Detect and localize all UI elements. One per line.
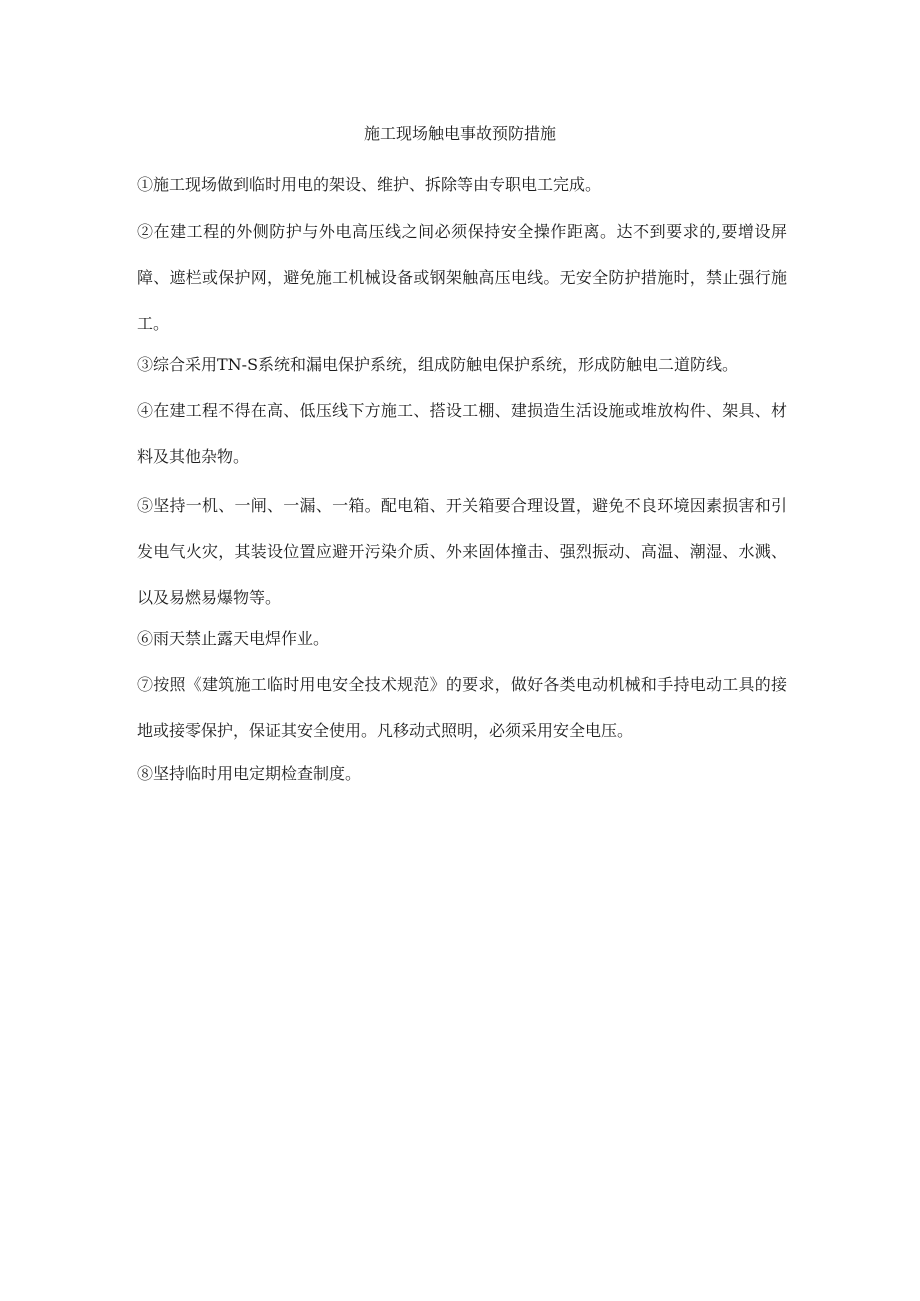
paragraph-2: ②在建工程的外侧防护与外电高压线之间必须保持安全操作距离。达不到要求的,要增设屏障、遮栏或保护网，避免施工机械设备或钢架触高压电线。无安全防护措施时，禁止强行施工。 [137, 222, 787, 333]
paragraph-4: ④在建工程不得在高、低压线下方施工、搭设工棚、建损造生活设施或堆放构件、架具、材料及其他杂物。 [137, 401, 787, 466]
paragraph-3: ③综合采用TN-S系统和漏电保护系统，组成防触电保护系统，形成防触电二道防线。 [137, 355, 739, 374]
paragraph-5: ⑤坚持一机、一闸、一漏、一箱。配电箱、开关箱要合理设置，避免不良环境因素损害和引发电气火灾，其装设位置应避开污染介质、外来固体撞击、强烈振动、高温、潮湿、水溅、以及易燃易爆物等。 [137, 496, 787, 607]
paragraph-6: ⑥雨天禁止露天电焊作业。 [137, 629, 330, 648]
paragraph-8: ⑧坚持临时用电定期检查制度。 [137, 764, 362, 783]
document-title: 施工现场触电事故预防措施 [363, 124, 556, 143]
document-body [137, 170, 787, 796]
paragraph-1: ①施工现场做到临时用电的架设、维护、拆除等由专职电工完成。 [137, 175, 602, 194]
paragraph-7: ⑦按照《建筑施工临时用电安全技术规范》的要求，做好各类电动机械和手持电动工具的接地或接零保护，保证其安全使用。凡移动式照明，必须采用安全电压。 [137, 675, 787, 740]
